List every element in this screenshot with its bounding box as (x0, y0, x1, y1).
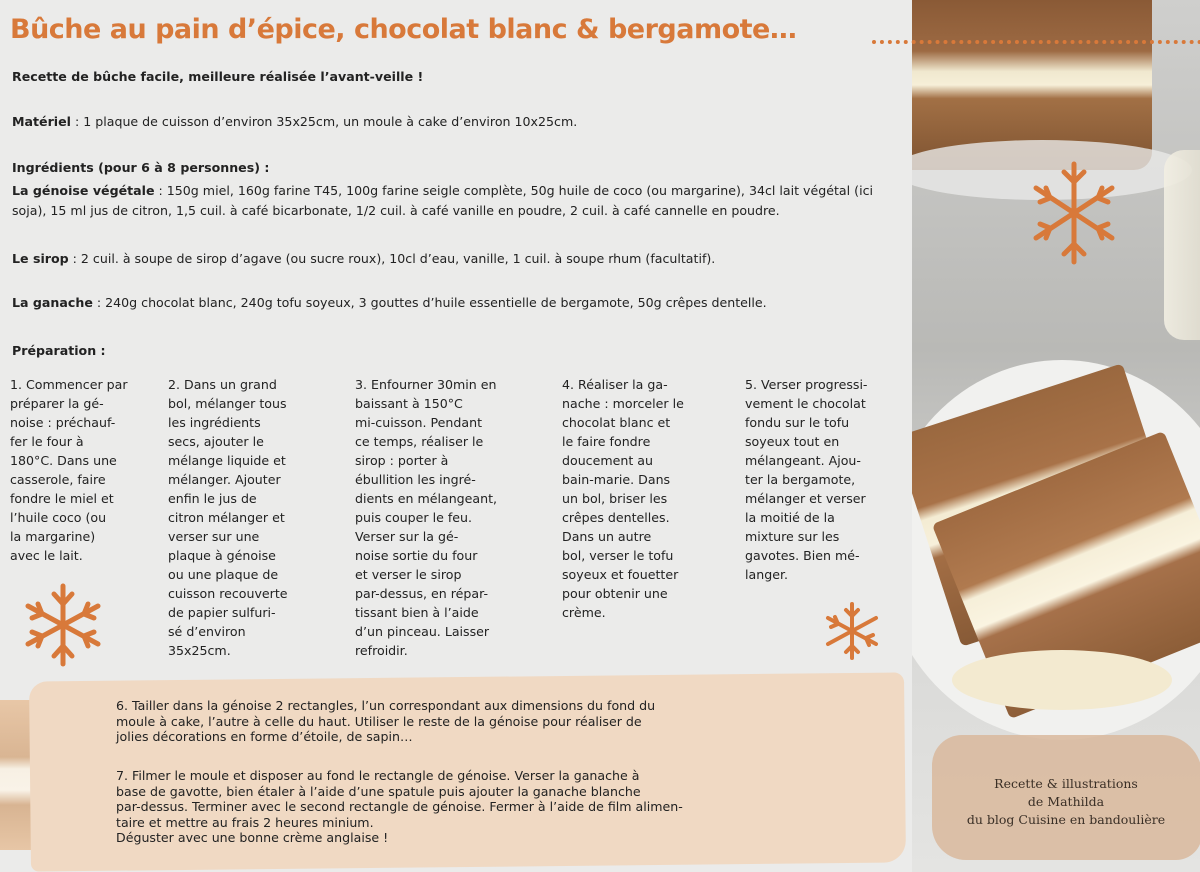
materiel-paragraph (12, 112, 902, 132)
ganache-text: : 240g chocolat blanc, 240g tofu soyeux, 3 gouttes d’huile essentielle de bergamote, 50g crêpes dentelle. (92, 295, 767, 310)
ingredients-heading: Ingrédients (pour 6 à 8 personnes) : (12, 160, 270, 175)
step-1: 1. Commencer par préparer la gé- noise : préchauf- fer le four à 180°C. Dans une casserole, faire fondre le miel et l’huile coco (ou la margarine) avec le lait. (10, 377, 128, 563)
materiel-label: Matériel (12, 114, 71, 129)
credit-text (935, 775, 1197, 829)
ganache-paragraph (12, 293, 902, 313)
credit-line: Recette & illustrations (994, 776, 1138, 791)
snowflake-icon (1030, 158, 1118, 268)
ganache-label: La ganache (12, 295, 93, 310)
step-2: 2. Dans un grand bol, mélanger tous les ingrédients secs, ajouter le mélange liquide et mélanger. Ajouter enfin le jus de citron mélanger et verser sur une plaque à génoise ou une plaque de cuisson recouverte de papier sulfuri- sé d’environ 35x25cm. (168, 377, 288, 658)
step-6: 6. Tailler dans la génoise 2 rectangles, l’un correspondant aux dimensions du fond du moule à cake, l’autre à celle du haut. Utiliser le reste de la génoise pour réaliser de jolies décorations en forme d’étoile, de sapin… (116, 698, 656, 744)
snowflake-icon (822, 600, 882, 662)
materiel-text: : 1 plaque de cuisson d’environ 35x25cm, un moule à cake d’environ 10x25cm. (70, 114, 578, 129)
step-4: 4. Réaliser la ga- nache : morceler le chocolat blanc et le faire fondre doucement au bain-marie. Dans un bol, briser les crêpes dentelles. Dans un autre bol, verser le tofu soyeux et fouetter pour obtenir une crème. (562, 377, 684, 620)
title-dotted-line (872, 40, 1200, 44)
step-3: 3. Enfourner 30min en baissant à 150°C mi-cuisson. Pendant ce temps, réaliser le sirop : porter à ébullition les ingré- dients en mélangeant, puis couper le feu. Verser sur la gé- noise sortie du four et verser le sirop par-dessus, en répar- tissant bien à l’aide d’un pinceau. Laisser refroidir. (355, 377, 498, 658)
step-5: 5. Verser progressi- vement le chocolat fondu sur le tofu soyeux tout en mélangeant. Ajou- ter la bergamote, mélanger et verser la moitié de la mixture sur les gavotes. Bien mé- langer. (745, 377, 868, 582)
snowflake-icon (18, 580, 108, 670)
sirop-label: Le sirop (12, 251, 69, 266)
preparation-heading: Préparation : (12, 343, 106, 358)
genoise-label: La génoise végétale (12, 183, 155, 198)
recipe-title: Bûche au pain d’épice, chocolat blanc & bergamote… (10, 14, 797, 45)
credit-line: de Mathilda (1027, 794, 1105, 809)
sauce-image (952, 650, 1172, 710)
sirop-paragraph (12, 249, 902, 269)
credit-line: du blog Cuisine en bandoulière (966, 812, 1166, 827)
sirop-text: : 2 cuil. à soupe de sirop d’agave (ou sucre roux), 10cl d’eau, vanille, 1 cuil. à soupe rhum (facultatif). (68, 251, 716, 266)
step-7: 7. Filmer le moule et disposer au fond le rectangle de génoise. Verser la ganache à base de gavotte, bien étaler à l’aide d’une spatule puis ajouter la ganache blanche par-dessus. Terminer avec le second rectangle de génoise. Fermer à l’aide de film alimen- taire et mettre au frais 2 heures minium. Déguster avec une bonne crème anglaise ! (116, 768, 683, 845)
intro-text: Recette de bûche facile, meilleure réalisée l’avant-veille ! (12, 69, 424, 84)
genoise-paragraph (12, 181, 902, 221)
genoise-text: : 150g miel, 160g farine T45, 100g farine seigle complète, 50g huile de coco (ou margarine), 34cl lait végétal (ici soja), 15 ml jus de citron, 1,5 cuil. à café bicarbonate, 1/2 cuil. à café vanille en poudre, 2 cuil. à café cannelle en poudre. (12, 183, 873, 218)
glass-image (1164, 150, 1200, 340)
